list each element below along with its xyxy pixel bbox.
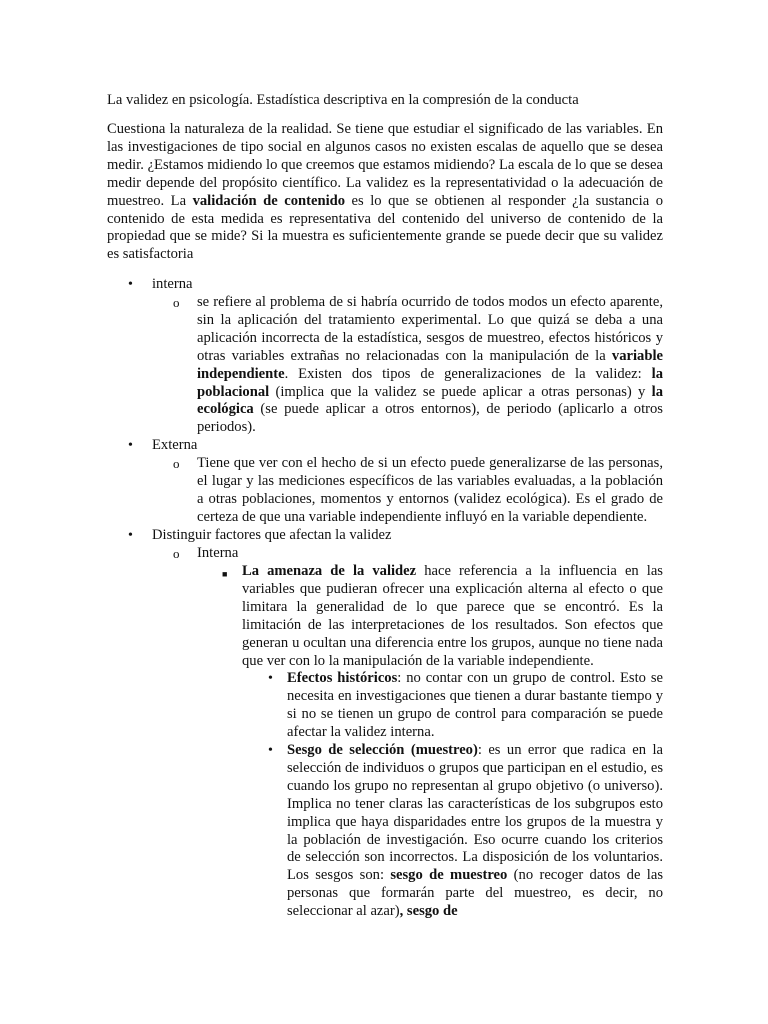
interna-bold-variable: variable independiente [197,347,663,382]
seleccion-bold: Sesgo de selección (muestreo) [287,742,478,758]
circle-bullet-icon: o [173,456,180,471]
circle-bullet-icon: o [173,546,180,561]
bullet-icon: • [128,528,133,543]
interna-text-3: (implica que la validez se puede aplicar a otras personas) y [269,383,652,400]
seleccion-paragraph [287,742,663,921]
interna-text-4: (se puede aplicar a otros entornos), de periodo (aplicarlo a otros periodos). [197,401,663,436]
interna-description [197,294,663,437]
interna-bold-poblacional: la poblacional [197,365,663,400]
interna-bold-ecologica: la ecológica [197,383,663,418]
page-title: La validez en psicología. Estadística descriptiva en la compresión de la conducta [107,92,579,108]
interna-text-1: se refiere al problema de si habría ocurrido de todos modos un efecto aparente, sin la aplicación del tratamiento experimental. Lo que quizá se deba a una aplicación incorrecta de la estadística, sesgos de muestreo, efectos históricos y otras variables extrañas no relacionadas con la manipulación de la [197,294,663,364]
seleccion-bold-muestreo: sesgo de muestreo [390,867,508,884]
seleccion-text-2: (no recoger datos de las personas que formarán parte del muestreo, es decir, no seleccionar al azar) [287,867,663,920]
list-item-factores: Distinguir factores que afectan la validez [152,527,392,543]
amenaza-paragraph [242,563,663,670]
bullet-icon: • [268,743,273,758]
interna-text-2: . Existen dos tipos de generalizaciones de la validez: [284,365,652,382]
sublist-item-interna: Interna [197,545,239,561]
historicos-bold: Efectos históricos [287,670,398,686]
historicos-text: : no contar con un grupo de control. Esto se necesita en investigaciones que tienen a durar bastante tiempo y si no se tienen un grupo de control para comparación se puede afectar la validez interna. [287,670,663,740]
list-item-externa: Externa [152,437,198,453]
seleccion-text-1: : es un error que radica en la selección de individuos o grupos que participan en el estudio, es cuando los grupo no representan al grupo objetivo (o universo). Implica no tener claras las características de los subgrupos esto implica que haya disparidades entre los grupos de la muestra y la población de investigación. Eso ocurre cuando los criterios de selección son incorrectos. La disposición de los voluntarios. Los sesgos son: [287,742,663,884]
circle-bullet-icon: o [173,295,180,310]
bullet-icon: • [268,671,273,686]
externa-description: Tiene que ver con el hecho de si un efecto puede generalizarse de las personas, el lugar y las mediciones específicos de las variables evaluadas, a la población a otras poblaciones, momentos y entornos (validez ecológica). Es el grado de certeza de que una variable independiente influyó en la variable dependiente. [197,455,663,525]
square-bullet-icon: ■ [222,569,228,579]
amenaza-text: hace referencia a la influencia en las variables que pudieran ofrecer una explicación alterna al efecto o que limitara la generalidad de lo que parece que se encontró. Es la limitación de las interpretaciones de los resultados. Son efectos que generan u ocultan una diferencia entre los grupos, aunque no tiene nada que ver con lo la manipulación de la variable independiente. [242,563,663,669]
intro-text-2: es lo que se obtienen al responder ¿la sustancia o contenido de esta medida es representativa del contenido del universo de contenido de la propiedad que se mide? Si la muestra es suficientemente grande se puede decir que su validez es satisfactoria [107,192,663,263]
list-item-interna: interna [152,276,193,292]
amenaza-bold: La amenaza de la validez [242,563,417,579]
historicos-paragraph [287,670,663,742]
intro-text-1: Cuestiona la naturaleza de la realidad. Se tiene que estudiar el significado de las variables. En las investigaciones de tipo social en algunos casos no existen escalas de aquello que se desea medir. ¿Estamos midiendo lo que creemos que estamos midiendo? La escala de lo que se desea medir depende del propósito científico. La validez es la representatividad o la adecuación de muestreo. La [107,121,663,209]
intro-bold-validacion: validación de contenido [192,192,346,209]
seleccion-bold-trailing: , sesgo de [399,903,458,920]
intro-paragraph [107,121,663,264]
bullet-icon: • [128,438,133,453]
bullet-icon: • [128,277,133,292]
